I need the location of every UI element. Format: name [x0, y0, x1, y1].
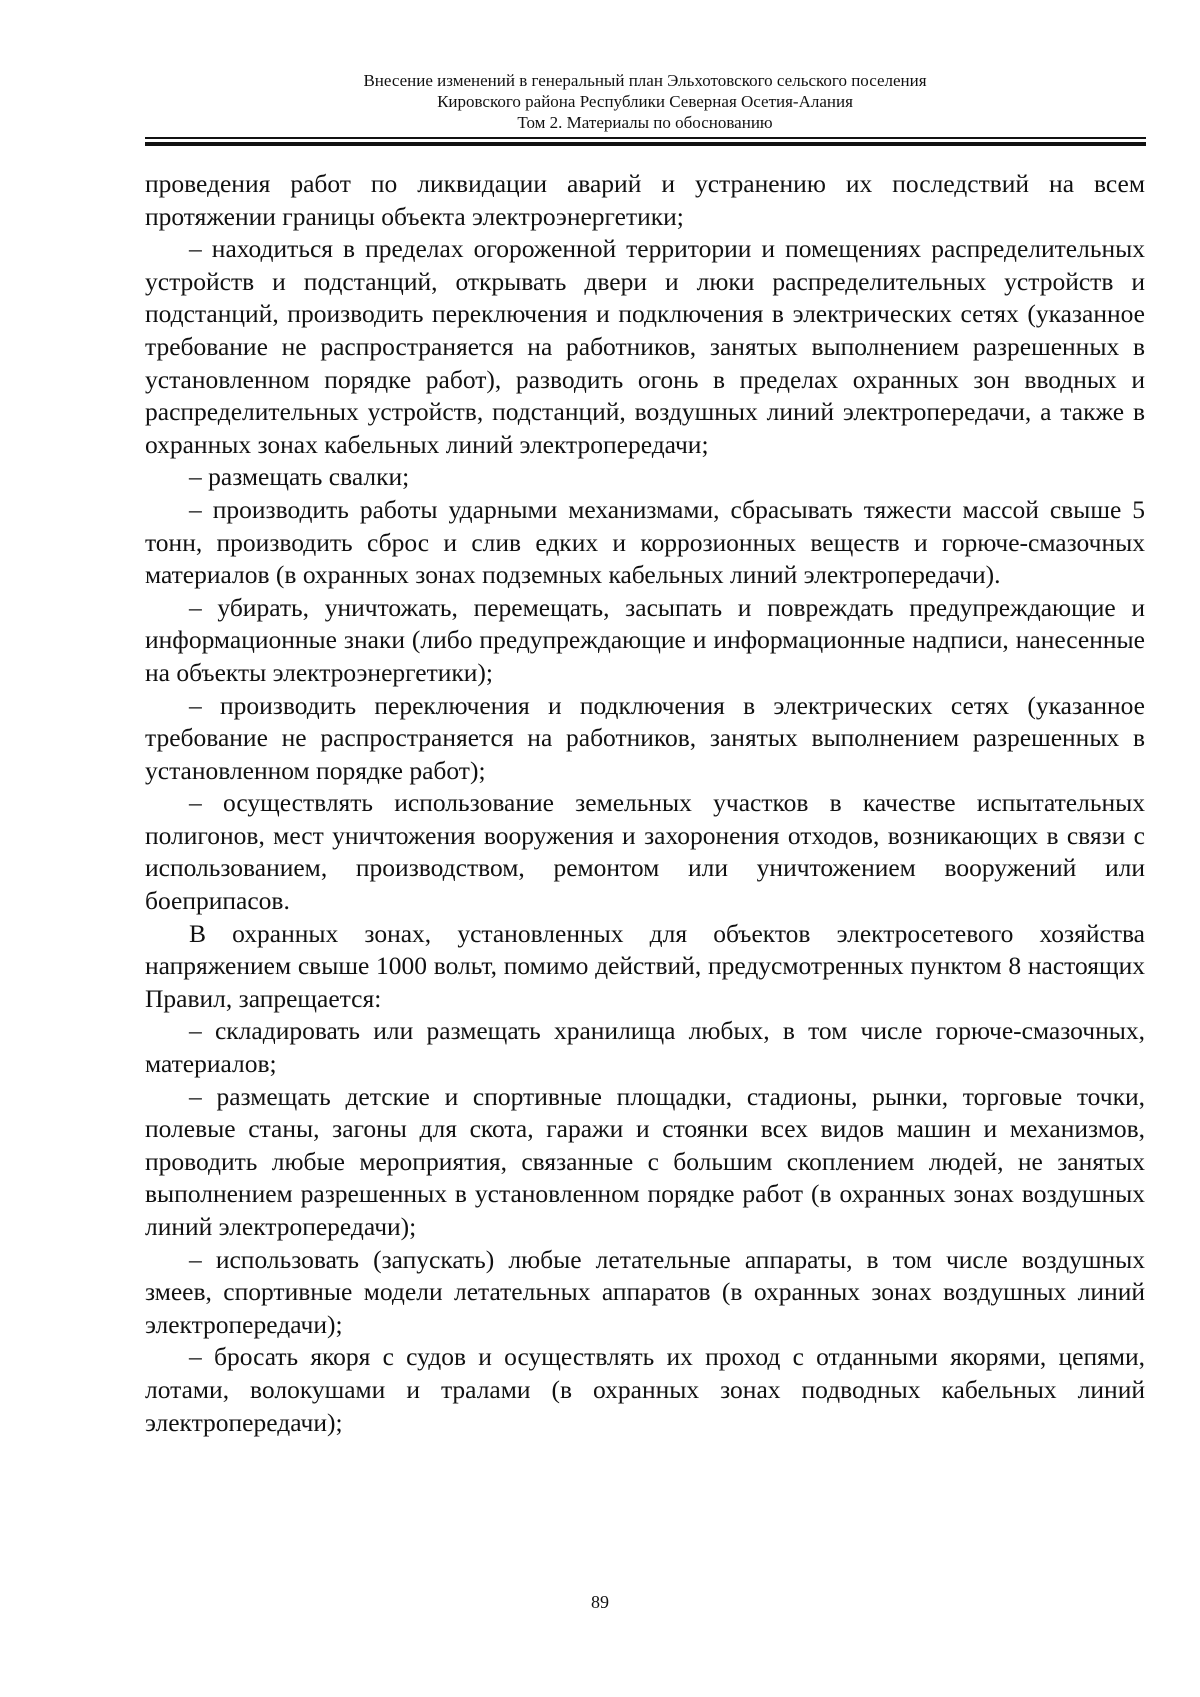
list-item: – складировать или размещать хранилища любых, в том числе горюче-смазочных, материалов;	[145, 1016, 1145, 1079]
list-item: – производить переключения и подключения в электрических сетях (указанное требование не распространяется на работников, занятых выполнением разрешенных в установленном порядке работ);	[145, 690, 1145, 785]
header-line-3: Том 2. Материалы по обоснованию	[517, 113, 773, 132]
list-item: – производить работы ударными механизмами, сбрасывать тяжести массой свыше 5 тонн, производить сброс и слив едких и коррозионных веществ и горюче-смазочных материалов (в охранных зонах подземных кабельных линий электропередачи).	[145, 494, 1145, 590]
list-item: – осуществлять использование земельных участков в качестве испытательных полигонов, мест уничтожения вооружения и захоронения отходов, возникающих в связи с использованием, производством, ремонтом или уничтожением вооружений или боеприпасов.	[145, 788, 1145, 916]
list-item: – размещать детские и спортивные площадки, стадионы, рынки, торговые точки, полевые станы, загоны для скота, гаражи и стоянки всех видов машин и механизмов, проводить любые мероприятия, связанные с большим скоплением людей, не занятых выполнением разрешенных в установленном порядке работ (в охранных зонах воздушных линий электропередачи);	[145, 1081, 1145, 1241]
header-rule-thick	[145, 142, 1146, 146]
page-number: 89	[591, 1592, 609, 1612]
list-item: – бросать якоря с судов и осуществлять их проход с отданными якорями, цепями, лотами, волокушами и тралами (в охранных зонах подводных кабельных линий электропередачи);	[145, 1342, 1145, 1437]
header-line-1: Внесение изменений в генеральный план Эльхотовского сельского поселения	[363, 71, 927, 90]
list-item: – убирать, уничтожать, перемещать, засыпать и повреждать предупреждающие и информационные знаки (либо предупреждающие и информационные надписи, нанесенные на объекты электроэнергетики);	[145, 592, 1145, 687]
header-line-2: Кировского района Республики Северная Осетия-Алания	[437, 92, 853, 111]
list-item: – использовать (запускать) любые летательные аппараты, в том числе воздушных змеев, спортивные модели летательных аппаратов (в охранных зонах воздушных линий электропередачи);	[145, 1244, 1145, 1339]
paragraph: В охранных зонах, установленных для объектов электросетевого хозяйства напряжением свыше 1000 вольт, помимо действий, предусмотренных пунктом 8 настоящих Правил, запрещается:	[145, 918, 1145, 1013]
header-rule-thin	[145, 137, 1146, 139]
paragraph: проведения работ по ликвидации аварий и устранению их последствий на всем протяжении границы объекта электроэнергетики;	[145, 169, 1145, 231]
list-item: – размещать свалки;	[189, 462, 410, 492]
body-text	[145, 168, 1145, 1439]
running-header	[145, 70, 1145, 133]
list-item: – находиться в пределах огороженной территории и помещениях распределительных устройств и подстанций, открывать двери и люки распределительных устройств и подстанций, производить переключения и подключения в электрических сетях (указанное требование не распространяется на работников, занятых выполнением разрешенных в установленном порядке работ), разводить огонь в пределах охранных зон вводных и распределительных устройств, подстанций, воздушных линий электропередачи, а также в охранных зонах кабельных линий электропередачи;	[145, 234, 1145, 459]
